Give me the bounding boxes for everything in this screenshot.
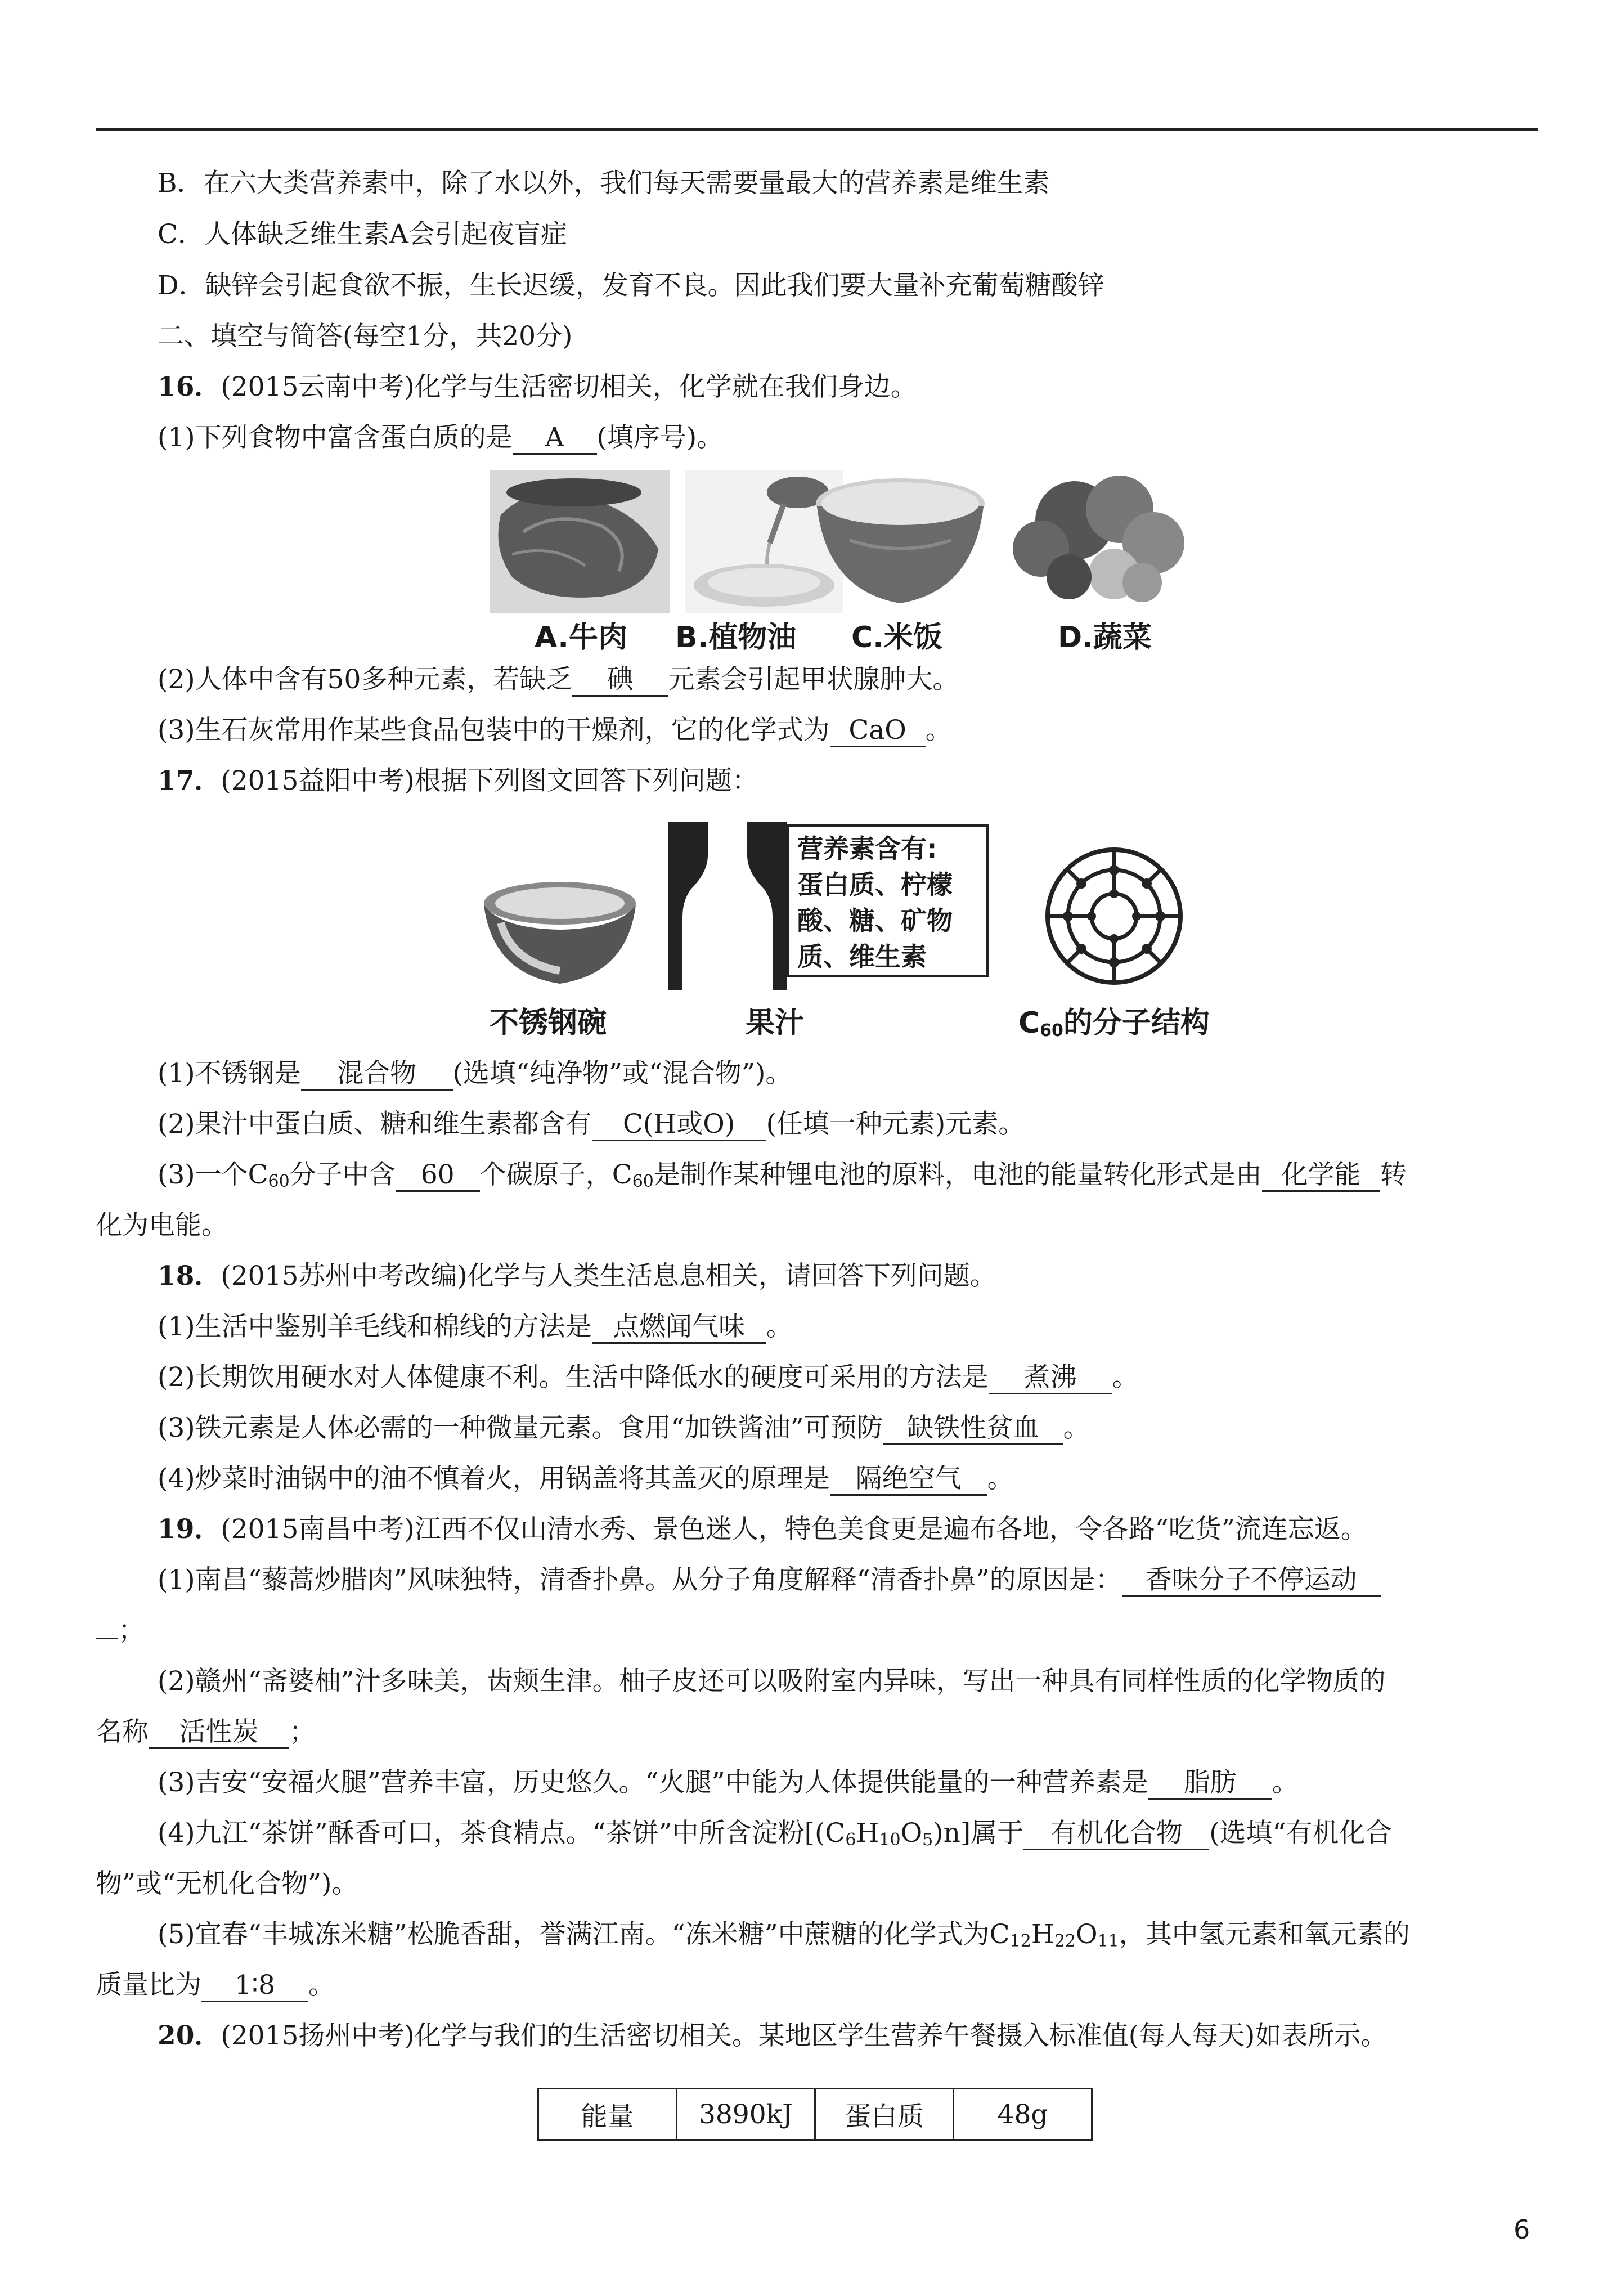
prompt-text: 名称: [96, 1716, 149, 1747]
question-stem: (2015云南中考)化学与生活密切相关，化学就在我们身边。: [221, 371, 917, 402]
question-19: [158, 1513, 1367, 1546]
prompt-text: (填序号)。: [596, 422, 724, 453]
caption-oil: B.植物油: [675, 621, 797, 654]
caption-text: C: [1018, 1006, 1040, 1040]
subscript: 60: [1040, 1021, 1063, 1041]
prompt-text: 。: [766, 1311, 793, 1342]
prompt-text: (4)九江“茶饼”酥香可口，茶食精点。“茶饼”中所含淀粉[(C: [158, 1818, 846, 1849]
q19-part1: [158, 1563, 1381, 1597]
prompt-text: ；: [289, 1716, 316, 1747]
q17-part1: [158, 1057, 792, 1091]
question-number: 17．: [158, 765, 221, 796]
prompt-text: 质量比为: [96, 1970, 201, 2001]
prompt-text: )n]属于: [933, 1818, 1024, 1849]
c60-structure-image: [1041, 843, 1187, 989]
answer-blank: 香味分子不停运动: [1122, 1565, 1381, 1597]
option-c: C．人体缺乏维生素A会引起夜盲症: [158, 219, 567, 250]
q16-part1: [158, 421, 723, 455]
answer-blank: 混合物: [301, 1059, 453, 1091]
beef-image: [490, 470, 670, 613]
answer-blank: 1∶8: [201, 1970, 308, 2002]
caption-juice: 果汁: [746, 1006, 805, 1040]
question-number: 16．: [158, 371, 221, 402]
prompt-text: 转: [1380, 1159, 1407, 1190]
subscript: 22: [1054, 1931, 1076, 1951]
header-rule: [96, 128, 1538, 131]
prompt-text: (4)炒菜时油锅中的油不慎着火，用锅盖将其盖灭的原理是: [158, 1463, 830, 1494]
prompt-text: (3)生石灰常用作某些食品包装中的干燥剂，它的化学式为: [158, 715, 830, 746]
prompt-text: 是制作某种锂电池的原料，电池的能量转化形式是由: [653, 1159, 1262, 1190]
prompt-text: 分子中含: [289, 1159, 396, 1190]
answer-blank: 碘: [572, 665, 668, 697]
q16-part2: [158, 663, 959, 697]
answer-blank: 脂肪: [1148, 1768, 1272, 1800]
q19-part5-cont: [96, 1968, 335, 2002]
question-18: [158, 1259, 996, 1293]
q18-part4: [158, 1462, 1014, 1496]
table-cell: 3890kJ: [677, 2089, 815, 2140]
prompt-text: 个碳原子，C: [479, 1159, 632, 1190]
question-number: 18．: [158, 1261, 221, 1292]
prompt-text: (2)果汁中蛋白质、糖和维生素都含有: [158, 1109, 592, 1140]
nutrient-info-box: [787, 824, 989, 977]
q19-part2: (2)赣州“斋婆柚”汁多味美，齿颊生津。柚子皮还可以吸附室内异味，写出一种具有同样性质的化学物质的: [158, 1666, 1386, 1697]
prompt-text: O: [1076, 1919, 1098, 1950]
prompt-text: (1)下列食物中富含蛋白质的是: [158, 422, 513, 453]
prompt-text: (选填“有机化合: [1209, 1818, 1392, 1849]
prompt-text: (1)生活中鉴别羊毛线和棉线的方法是: [158, 1311, 592, 1342]
prompt-text: (任填一种元素)元素。: [766, 1109, 1025, 1140]
q18-part1: [158, 1310, 793, 1344]
question-stem: (2015苏州中考改编)化学与人类生活息息相关，请回答下列问题。: [221, 1261, 996, 1292]
subscript: 6: [845, 1830, 856, 1850]
q19-part1-cont: [96, 1614, 145, 1648]
juice-bottle-image: [668, 822, 787, 990]
answer-blank: 煮沸: [989, 1362, 1112, 1394]
caption-vegetables: D.蔬菜: [1058, 621, 1152, 654]
subscript: 10: [879, 1830, 901, 1850]
question-20: [158, 2019, 1387, 2053]
q19-part2-cont: [96, 1715, 316, 1749]
q18-part3: [158, 1411, 1090, 1445]
subscript: 60: [268, 1172, 290, 1191]
prompt-text: (3)铁元素是人体必需的一种微量元素。食用“加铁酱油”可预防: [158, 1412, 883, 1443]
answer-blank: 60: [396, 1160, 480, 1192]
answer-blank: CaO: [830, 715, 926, 747]
prompt-text: 。: [1272, 1767, 1299, 1798]
prompt-text: (3)吉安“安福火腿”营养丰富，历史悠久。“火腿”中能为人体提供能量的一种营养素是: [158, 1767, 1148, 1798]
prompt-text: 。: [308, 1970, 335, 2001]
q18-part2: [158, 1361, 1139, 1394]
question-stem: (2015南昌中考)江西不仅山清水秀、景色迷人，特色美食更是遍布各地，令各路“吃货”流连忘返。: [221, 1514, 1367, 1545]
prompt-text: 。: [925, 715, 952, 746]
answer-blank: 化学能: [1262, 1160, 1380, 1192]
nutrient-line: 营养素含有:: [797, 833, 937, 864]
q19-part4: [158, 1817, 1392, 1850]
subscript: 12: [1009, 1931, 1031, 1951]
subscript: 11: [1097, 1931, 1119, 1951]
q19-part3: [158, 1766, 1299, 1800]
steel-bowl-image: [478, 878, 641, 990]
prompt-text: 。: [1112, 1362, 1139, 1393]
table-cell: 48g: [954, 2089, 1092, 2140]
table-cell: 蛋白质: [815, 2089, 954, 2140]
nutrient-line: 蛋白质、柠檬: [797, 869, 953, 900]
prompt-text: ，其中氢元素和氧元素的: [1119, 1919, 1410, 1950]
prompt-text: (2)长期饮用硬水对人体健康不利。生活中降低水的硬度可采用的方法是: [158, 1362, 989, 1393]
answer-blank: C(H或O): [592, 1109, 766, 1141]
prompt-text: H: [1031, 1919, 1054, 1950]
prompt-text: (3)一个C: [158, 1159, 268, 1190]
q19-part5: [158, 1918, 1410, 1952]
nutrient-line: 酸、糖、矿物: [797, 905, 953, 936]
q19-part4-cont: 物”或“无机化合物”)。: [96, 1868, 358, 1899]
table-cell: 能量: [538, 2089, 677, 2140]
question-stem: (2015益阳中考)根据下列图文回答下列问题：: [221, 765, 758, 796]
prompt-text: 。: [1063, 1412, 1090, 1443]
subscript: 5: [922, 1830, 933, 1850]
section-heading: 二、填空与简答(每空1分，共20分): [158, 321, 573, 352]
prompt-text: (选填“纯净物”或“混合物”)。: [452, 1058, 792, 1089]
page-number: 6: [1514, 2214, 1530, 2245]
caption-rice: C.米饭: [851, 621, 942, 654]
prompt-text: 。: [987, 1463, 1014, 1494]
prompt-text: (1)不锈钢是: [158, 1058, 301, 1089]
subscript: 60: [632, 1172, 654, 1191]
prompt-text: H: [856, 1818, 879, 1849]
nutrition-table: [537, 2088, 1093, 2141]
q16-part3: [158, 714, 952, 747]
prompt-text: (5)宜春“丰城冻米糖”松脆香甜，誉满江南。“冻米糖”中蔗糖的化学式为C: [158, 1919, 1010, 1950]
q17-part3: [158, 1158, 1407, 1192]
option-b: B．在六大类营养素中，除了水以外，我们每天需要量最大的营养素是维生素: [158, 168, 1050, 199]
caption-beef: A.牛肉: [535, 621, 627, 654]
caption-steel-bowl: 不锈钢碗: [490, 1006, 607, 1040]
prompt-text: (2)人体中含有50多种元素，若缺乏: [158, 664, 573, 695]
caption-text: 的分子结构: [1063, 1006, 1210, 1040]
vegetables-image: [1007, 470, 1198, 613]
table-row: [538, 2089, 1092, 2140]
question-number: 20．: [158, 2020, 221, 2051]
prompt-text: ；: [118, 1615, 145, 1646]
prompt-text: (1)南昌“藜蒿炒腊肉”风味独特，清香扑鼻。从分子角度解释“清香扑鼻”的原因是：: [158, 1564, 1122, 1595]
question-number: 19．: [158, 1514, 221, 1545]
question-17: [158, 764, 758, 798]
question-stem: (2015扬州中考)化学与我们的生活密切相关。某地区学生营养午餐摄入标准值(每人每天)如表所示。: [221, 2020, 1387, 2051]
answer-blank: 点燃闻气味: [592, 1312, 766, 1344]
caption-c60: [1018, 999, 1210, 1041]
question-16: [158, 370, 917, 404]
answer-blank: A: [513, 423, 597, 455]
q17-part3-cont: 化为电能。: [96, 1210, 228, 1241]
nutrient-line: 质、维生素: [797, 941, 927, 972]
answer-blank: 有机化合物: [1023, 1818, 1209, 1850]
prompt-text: O: [900, 1818, 923, 1849]
answer-blank: 缺铁性贫血: [883, 1413, 1063, 1445]
answer-blank: 隔绝空气: [830, 1464, 987, 1496]
prompt-text: 元素会引起甲状腺肿大。: [668, 664, 959, 695]
option-d: D．缺锌会引起食欲不振，生长迟缓，发育不良。因此我们要大量补充葡萄糖酸锌: [158, 270, 1104, 301]
answer-blank: 活性炭: [149, 1717, 289, 1749]
rice-bowl-image: [810, 473, 990, 613]
answer-blank-tail: [96, 1638, 118, 1639]
q17-part2: [158, 1107, 1025, 1141]
